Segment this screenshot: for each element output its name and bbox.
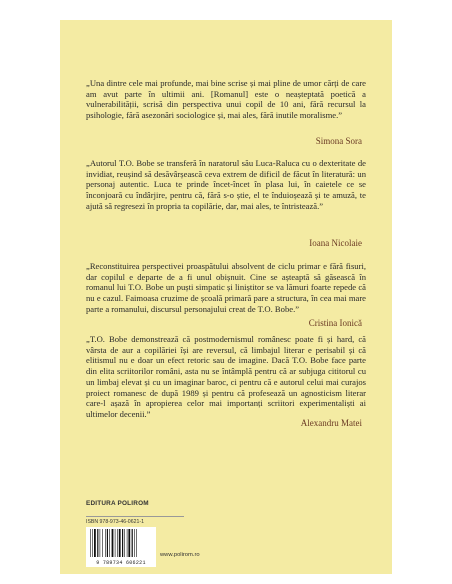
barcode — [86, 527, 156, 567]
publisher-name: EDITURA POLIROM — [86, 500, 149, 507]
barcode-bars — [89, 529, 153, 559]
isbn-code: ISBN 978-973-46-0621-1 — [86, 516, 184, 525]
quote-2-text: „Autorul T.O. Bobe se transferă în naratorul său Luca-Raluca cu o dexteritate de invidiat, reușind să desăvârșească ceva extrem de dificil de făcut în literatură: un personaj autentic. Luca te prinde încet-încet în plasa lui, în caietele ce se înconjoară cu îndârjire, pentru că, fără s-o știe, el te înduioșează și te amuză, te ajută să regresezi în propria ta copilărie, dar, mai ales, te întristează.” — [86, 158, 366, 211]
quote-3-author: Cristina Ionică — [308, 318, 362, 328]
quote-1-text: „Una dintre cele mai profunde, mai bine scrise și mai pline de umor cărți de care am avut parte în ultimii ani. [Romanul] este o neașteptată poetică a vulnerabilității, scrisă din perspectiva unui copil de 10 ani, fără recursul la psihologie, fără asezonări sociologice și, mai ales, fără inutile moralisme.” — [86, 78, 366, 121]
quote-4-author: Alexandru Matei — [300, 418, 362, 428]
quote-3-text: „Reconstituirea perspectivei proaspătului absolvent de ciclu primar e fără fisuri, dar copilul e departe de a fi unul obișnuit. Cine se așteaptă să găsească în romanul lui T.O. Bobe un puști simpatic și liniștitor se va lămuri foarte repede că nu e cazul. Faimoasa cruzime de școală primară pare a structura, în cea mai mare parte a romanului, discursul personajului creat de T.O. Bobe.” — [86, 261, 366, 314]
barcode-number: 9 789734 606221 — [96, 560, 146, 566]
quote-1-author: Simona Sora — [315, 136, 362, 146]
quote-2-author: Ioana Nicolaie — [309, 238, 362, 248]
publisher-website: www.polirom.ro — [160, 552, 200, 558]
quote-4-text: „T.O. Bobe demonstrează că postmodernismul românesc poate fi și hard, că vârsta de aur a copilăriei își are reversul, că limbajul literar e perisabil și că elitismul nu e doar un efect retoric sau de imagine. Dacă T.O. Bobe face parte din elita scriitorilor români, asta nu se întâmplă pentru că ar subjuga cititorul cu un limbaj elevat și cu un imaginar baroc, ci pentru că e autorul celui mai curajos proiect romanesc de după 1989 și pentru că profesează un agnosticism literar care-l așază în apropierea celor mai importanți scriitori experimentaliști ai ultimelor decenii.” — [86, 334, 366, 419]
back-cover — [60, 20, 392, 574]
